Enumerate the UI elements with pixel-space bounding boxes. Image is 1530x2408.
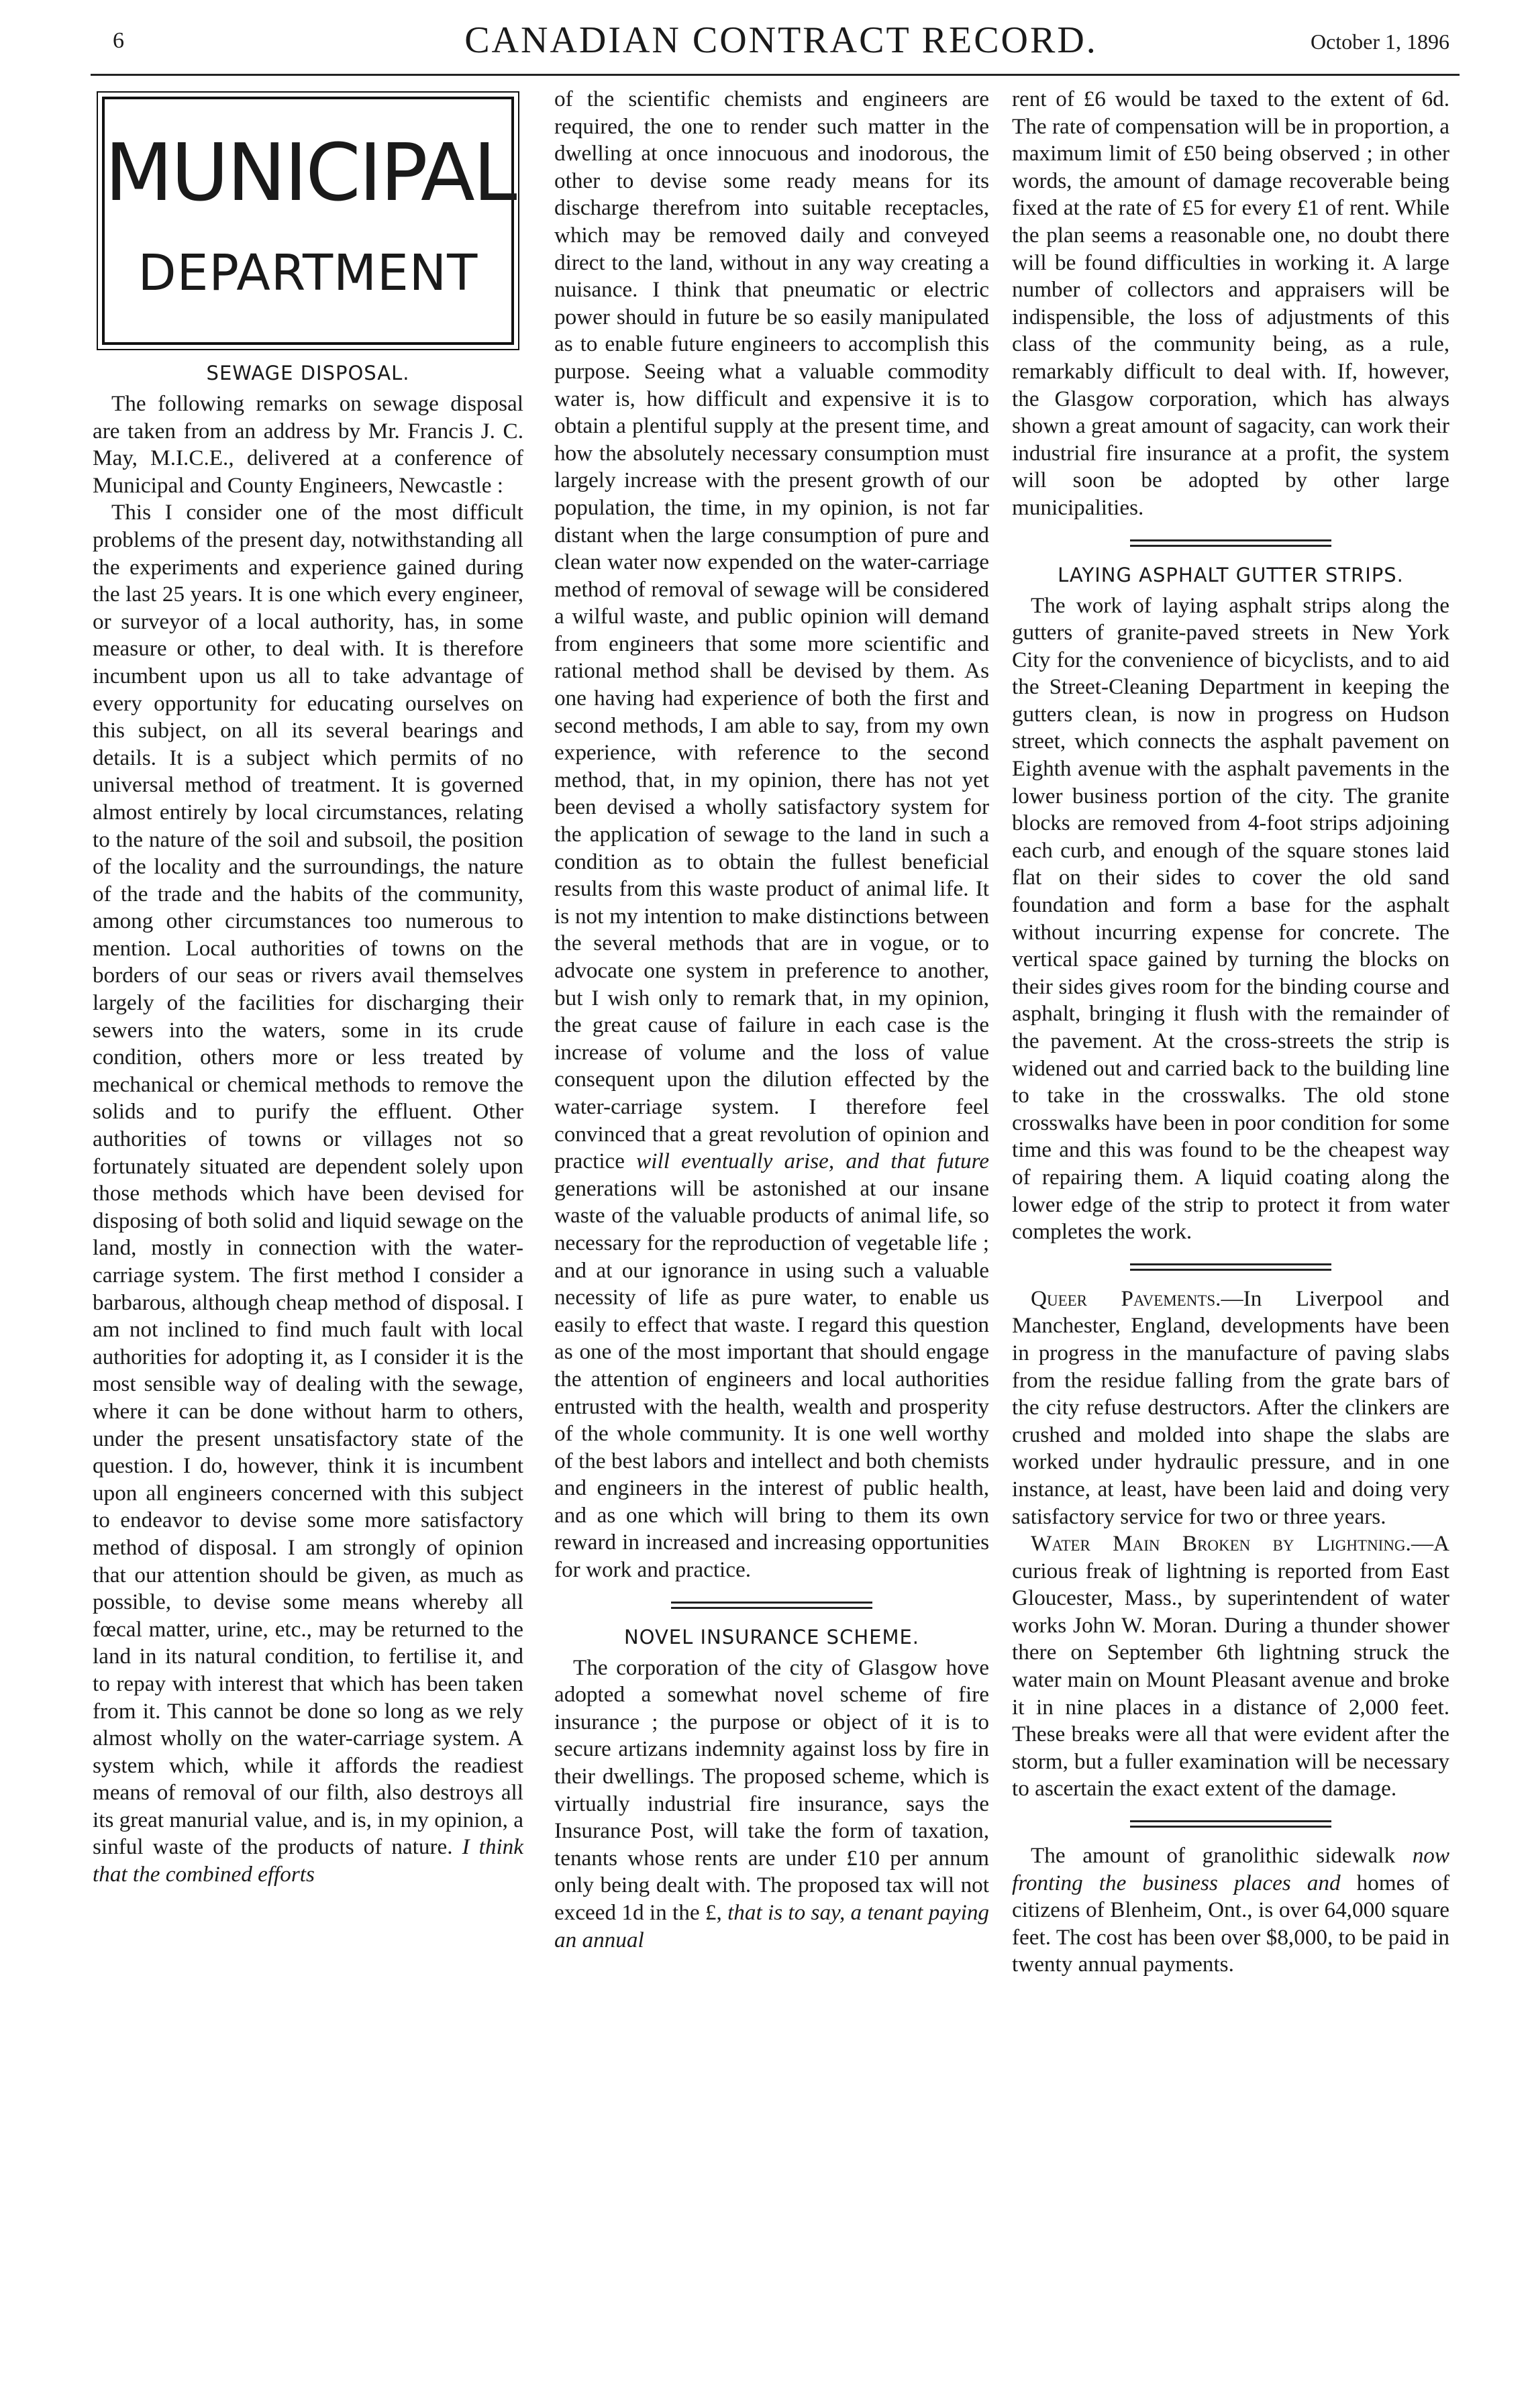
insurance-body-text: The corporation of the city of Glasgow hove adopted a somewhat novel scheme of fire insurance ; the purpose or object of it is to secure artizans indemnity against loss by fire in their dwellings. The proposed scheme, which is virtually industrial fire insurance, says the Insurance Post, will take the form of taxation, tenants whose rents are under £10 per annum only being dealt with. The proposed tax will not exceed 1d in the £, [554, 1655, 989, 1925]
sewage-heading: SEWAGE DISPOSAL. [206, 362, 410, 384]
queer-pavements-item [1012, 1286, 1449, 1530]
granolithic-start: The amount of granolithic sidewalk [1031, 1843, 1396, 1869]
column-1 [93, 86, 523, 1889]
insurance-body-italic: that is to say, a tenant paying an annual [554, 1900, 990, 1952]
water-main-lead: Water Main Broken by Lightning. [1031, 1531, 1411, 1557]
issue-date: October 1, 1896 [1310, 30, 1449, 54]
insurance-body [554, 1655, 989, 1954]
asphalt-heading: LAYING ASPHALT GUTTER STRIPS. [1058, 563, 1404, 586]
section-title-box [102, 97, 514, 345]
sewage-body-cont-text: of the scientific chemists and engineers are required, the one to render such matter in the dwelling at once innocuous and inodorous, the other to devise some ready means for its discharge therefrom into suitable receptacles, which may be removed daily and conveyed direct to the land, without in any way creating a nuisance. I think that pneumatic or electric power should in future be so easily manipulated as to enable future engineers to accomplish this purpose. Seeing what a valuable commodity water is, how difficult and expensive it is to obtain a plentiful supply at the present time, and how the absolutely necessary consumption must largely increase with the present growth of our population, the time, in my opinion, is not far distant when the large consumption of pure and clean water now expended on the water-carriage method of removal of sewage will be considered a wilful waste, and public opinion will demand from engineers that some more scientific and rational method shall be devised by them. As one having had experience of both the first and second methods, I am able to say, from my own experience, with reference to the second method, that, in my opinion, there has not yet been devised a wholly satisfactory system for the application of sewage to the land in such a condition as to obtain the fullest beneficial results from this waste product of animal life. It is not my intention to make distinctions between the several methods that are in vogue, or to advocate one system in preference to another, but I wish only to remark that, in my opinion, the great cause of failure in each case is the increase of volume and the loss of value consequent upon the dilution effected by the water-carriage system. I therefore feel convinced that a great revolution of opinion and practice [554, 87, 989, 1174]
separator-rule [1130, 1263, 1331, 1271]
page-number: 6 [113, 28, 124, 53]
separator-rule [1130, 539, 1331, 547]
sewage-body-text: This I consider one of the most difficult problems of the present day, notwithstanding all the experiments and experience gained during the last 25 years. It is one which every engineer, or surveyor of a local authority, has, in some measure or other, to deal with. It is therefore incumbent upon us all to take advantage of every opportunity for educating ourselves on this subject, on all its several bearings and details. It is a subject which permits of no universal method of treatment. It is governed almost entirely by local circumstances, relating to the nature of the soil and subsoil, the position of the locality and the surroundings, the nature of the trade and the habits of the community, among other circumstances too numerous to mention. Local authorities of towns on the borders of our seas or rivers avail themselves largely of the facilities for discharging their sewers into the waters, some in its crude condition, others more or less treated by mechanical or chemical methods to remove the solids and to purify the effluent. Other authorities of towns or villages not so fortunately situated are dependent solely upon those methods which have been devised for disposing of both solid and liquid sewage on the land, mostly in connection with the water-carriage system. The first method I consider a barbarous, although cheap method of disposal. I am not inclined to find much fault with local authorities for adopting it, as I consider it is the most sensible way of dealing with the sewage, where it can be done without harm to others, under the present unsatisfactory state of the question. I do, however, think it is incumbent upon all engineers concerned with this subject to endeavor to devise some more satisfactory method of disposal. I am strongly of opinion that our attention should be given, as much as possible, to devise some means whereby all fœcal matter, urine, etc., may be returned to the land in its natural condition, to fertilise it, and to repay with interest that which has been taken from it. This cannot be done so long as we rely almost wholly on the water-carriage system. A system which, while it affords the readiest means of removal of our filth, also destroys all its great manurial value, and is, in my opinion, a sinful waste of the products of nature. [93, 500, 523, 1860]
asphalt-body: The work of laying asphalt strips along the gutters of granite-paved streets in New York City for the convenience of bicyclists, and to aid the Street-Cleaning Department in keeping the gutters clean, is now in progress on Hudson street, which connects the asphalt pavement on Eighth avenue with the asphalt pavements in the lower business portion of the city. The granite blocks are removed from 4-foot strips adjoining each curb, and enough of the square stones laid flat on their sides to cover the old sand foundation and form a base for the asphalt without incurring expense for concrete. The vertical space gained by turning the blocks on their sides gives room for the binding course and asphalt, bringing it flush with the remainder of the pavement. At the cross-streets the strip is widened out and carried back to the building line to take in the crosswalks. The old stone crosswalks have been in poor condition for some time and this was found to be the cheapest way of repairing them. A liquid coating along the lower edge of the strip to protect it from water completes the work. [1012, 592, 1449, 1245]
section-title-department: DEPARTMENT [138, 244, 478, 302]
column-2 [554, 86, 989, 1954]
granolithic-italic: now fronting the business places and [1012, 1843, 1450, 1895]
sewage-body-cont-italic: will eventually arise, and that future [636, 1149, 989, 1174]
water-main-text: —A curious freak of lightning is reported from East Gloucester, Mass., by superintendent of water works John W. Moran. During a thunder shower there on September 6th lightning struck the water main on Mount Pleasant avenue and broke it in nine places in a distance of 2,000 feet. These breaks were all that were evident after the storm, but a fuller examination will be necessary to ascertain the exact extent of the damage. [1012, 1531, 1449, 1801]
granolithic-end: homes of citizens of Blenheim, Ont., is over 64,000 square feet. The cost has been over $8,000, to be paid in twenty annual payments. [1012, 1870, 1450, 1977]
water-main-item [1012, 1530, 1449, 1803]
sewage-body-italic: I think that the combined efforts [93, 1834, 523, 1887]
sewage-intro: The following remarks on sewage disposal are taken from an address by Mr. Francis J. C. May, M.I.C.E., delivered at a conference of Municipal and County Engineers, Newcastle : [93, 391, 523, 498]
page-header [113, 19, 1449, 59]
separator-rule [671, 1602, 872, 1609]
header-rule [91, 74, 1460, 76]
queer-pavements-lead: Queer Pavements. [1031, 1286, 1221, 1311]
section-title-municipal: MUNICIPAL [105, 126, 515, 219]
insurance-heading: NOVEL INSURANCE SCHEME. [623, 1625, 920, 1648]
separator-rule [1130, 1820, 1331, 1828]
masthead: CANADIAN CONTRACT RECORD. [464, 19, 1098, 61]
granolithic-item [1012, 1842, 1449, 1979]
sewage-body [93, 499, 523, 1888]
sewage-body-cont [554, 86, 989, 1584]
insurance-body-cont: rent of £6 would be taxed to the extent of 6d. The rate of compensation will be in proportion, a maximum limit of £50 being observed ; in other words, the amount of damage recoverable being fixed at the rate of £5 for every £1 of rent. While the plan seems a reasonable one, no doubt there will be found difficulties in working it. A large number of collectors and appraisers will be indispensible, the loss of adjustments of this class of the community being, as a rule, remarkably difficult to deal with. If, however, the Glasgow corporation, which has always shown a great amount of sagacity, can work their industrial fire insurance at a profit, the system will soon be adopted by other large municipalities. [1012, 87, 1449, 520]
sewage-body-tail: generations will be astonished at our insane waste of the valuable products of animal life, so necessary for the reproduction of vegetable life ; and at our ignorance in using such a valuable necessity of life as pure water, to enable us easily to effect that waste. I regard this question as one of the most important that should engage the attention of engineers and local authorities entrusted with the health, wealth and prosperity of the whole community. It is one well worthy of the best labors and intellect and both chemists and engineers in the interest of public health, and as one which will bring to them its own reward in increased and increasing opportunities for work and practice. [554, 1175, 989, 1583]
queer-pavements-text: —In Liverpool and Manchester, England, developments have been in progress in the manufacture of paving slabs from the residue falling from the grate bars of the city refuse destructors. After the clinkers are crushed and molded into shape the slabs are worked under hydraulic pressure, and in one instance, at least, have been laid and doing very satisfactory service for two or three years. [1012, 1286, 1450, 1529]
column-3 [1012, 86, 1449, 1979]
